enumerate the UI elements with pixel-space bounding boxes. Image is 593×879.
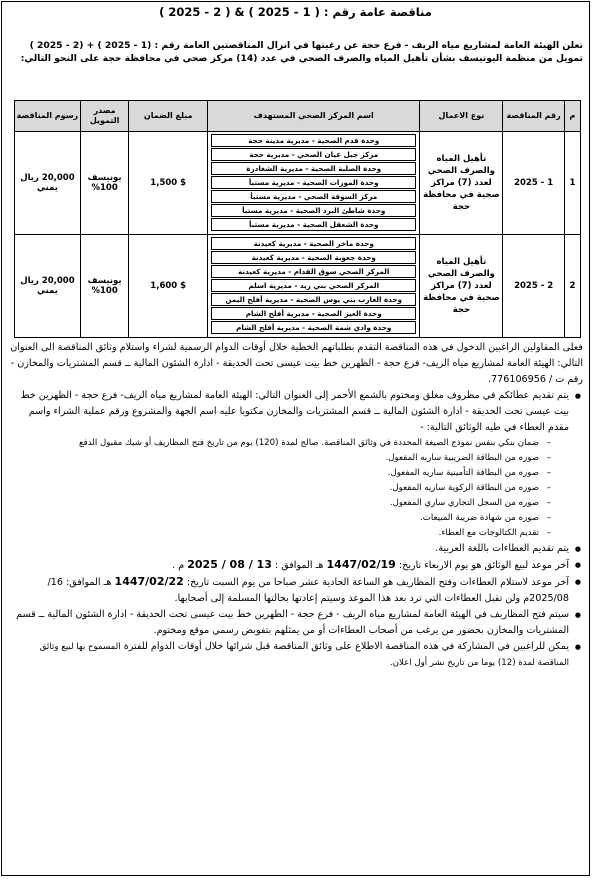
row-fee: 20,000 ريال يمني [15,132,81,235]
row-tender-no: 2 - 2025 [503,235,564,338]
row-num: 2 [564,235,580,338]
review-text: يمكن للراغبين في المشاركة في هذه المناقصة الاطلاع على وثائق المناقصة قبل شرائها خلال أوقات الدوام للفترة [123,641,569,652]
sale-deadline-gregorian: 13 / 08 / 2025 [187,558,272,571]
center-item: مركز السوقة الصحي - مديرية مستبأ [211,190,416,203]
row-guarantee: $ 1,600 [129,235,208,338]
intro-text [8,40,583,65]
review-text-2: المسموح بها لبيع وثائق المناقصة لمدة (12) يوما من تاريخ نشر أول اعلان. [39,642,569,668]
bullet-opening-deadline [8,574,583,607]
header-fee: رسوم المناقصة [15,101,81,132]
sub-item: – صوره من السجل التجاري ساري المفعول. [8,496,583,511]
row-tender-no: 1 - 2025 [503,132,564,235]
center-item: وحدة ماخر الصحية - مديرية كعيدنة [211,237,416,250]
row-funding: يونيسف 100% [80,235,129,338]
center-item: وحدة الصلبة الصحية - مديرية الشغادرة [211,162,416,175]
center-item: وحدة جعوبة الصحية - مديرية كعيدنة [211,251,416,264]
header-work-type: نوع الاعمال [420,101,503,132]
tender-table [14,100,581,338]
sub-item: – صوره من البطاقة الزكوية ساريه المفعول. [8,481,583,496]
intro-line-2: تمويل من منظمة اليونيسف بشأن تأهيل المياه والصرف الصحي في عدد (14) مركز صحي في محافظة حجة على النحو التالي: [20,52,583,64]
title-line: مناقصة عامة رقم : ( 1 - 2025 ) & ( 2 - 2025 ) [159,5,432,19]
bullet-submission: ● يتم تقديم عطائكم في مظروف مغلق ومختوم بالشمع الأحمر إلى العنوان التالي: الهيئة العامة لمشاريع مياه الريف- فرع حجة - الظهرين خط بيت عيسى تحت الحديقة - ادارة الشئون المالية ــ قسم المشتريات والمخازن مكتوبا عليه اسم الجهة والمشروع ورقم عملية الشراء واسم مقدم العطاء في طيه الوثائق التالية: - [8,388,583,436]
sub-item: – صوره من البطاقة الضريبية ساريه المفعول. [8,451,583,466]
sub-item: – تقديم الكتالوجات مع العطاء. [8,526,583,541]
bullet-sale-deadline [8,557,583,574]
center-item: وحدة قدم الصحية - مديرية مدينة حجة [211,134,416,147]
header-num: م [564,101,580,132]
tender-announcement [1,1,590,876]
opening-deadline-text: آخر موعد لاستلام العطاءات وفتح المظاريف هو الساعة الحادية عشر صباحا من يوم السبت تاريخ: [186,577,569,588]
center-item: المركز الصحي بني زيد - مديرية اسلم [211,279,416,292]
sale-deadline-text: آخر موعد لبيع الوثائق هو يوم الاربعاء تاريخ: [398,560,569,571]
center-item: مركز جبل عيان الصحي - مديرية حجة [211,148,416,161]
row-centers [208,235,420,338]
header-guarantee: مبلغ الضمان [129,101,208,132]
table-header-row [15,101,581,132]
header-tender-no: رقم المناقصة [503,101,564,132]
sub-item: – ضمان بنكي بنفس نموذج الصيغة المحددة في وثائق المناقصة. صالح لمدة (120) يوم من تاريخ فتح المظاريف أو شيك مقبول الدفع [8,436,583,451]
header-funding: مصدر التمويل [80,101,129,132]
row-guarantee: $ 1,500 [129,132,208,235]
row-centers [208,132,420,235]
page-title [2,5,589,20]
row-num: 1 [564,132,580,235]
sub-item: – صوره من شهادة ضريبة المبيعات. [8,511,583,526]
bullet-language: ● يتم تقديم العطاءات باللغة العربية. [8,541,583,557]
center-item: وحدة الغارب بني يوس الصحية - مديرية أفلح اليمن [211,293,416,306]
table-row [15,235,581,338]
center-item: وحدة الموزات الصحية - مديرية مستبأ [211,176,416,189]
center-item: وحدة شاطئ البرد الصحية - مديرية مستبأ [211,204,416,217]
sale-deadline-hijri: 1447/02/19 [326,558,396,571]
announcement-body [8,340,583,671]
table-row [15,132,581,235]
intro-line-1: تعلن الهيئة العامة لمشاريع مياه الريف - فرع حجة عن رغبتها في انزال المناقصتين العامة رقم : (1 - 2025 ) + (2 - 2025 ) [29,40,583,51]
center-item: وحدة وادي شمة الصحية - مديرية أفلح الشام [211,321,416,334]
bullet-review [8,639,583,671]
sale-deadline-text-2: هـ الموافق : [274,560,324,571]
center-item: المركز الصحي سوق القدام - مديرية كعيدنة [211,265,416,278]
row-funding: يونيسف 100% [80,132,129,235]
sub-item: – صوره من البطاقة التأمينية ساريه المفعول. [8,466,583,481]
row-work: تأهيل المياه والصرف الصحي لعدد (7) مراكز صحية في محافظة حجة [420,235,503,338]
center-item: وحدة العيز الصحية - مديرية أفلح الشام [211,307,416,320]
header-center-name: اسم المركز الصحي المستهدف [208,101,420,132]
row-fee: 20,000 ريال يمني [15,235,81,338]
center-item: وحدة الشعقل الصحية - مديرية مستبأ [211,218,416,231]
bullet-opening-location: ● سيتم فتح المظاريف في الهيئة العامة لمشاريع مياه الريف - فرع حجة - الظهرين خط بيت عيسى تحت الحديقة - ادارة الشئون المالية ــ قسم المشتريات والمخازن بحضور من يرغب من أصحاب العطاءات أو من يمثلهم بتفويض رسمي موقع ومختوم. [8,607,583,639]
paragraph-intro: فعلى المقاولين الراغبين الدخول في هذه المناقصة التقدم بطلباتهم الخطية خلال أوقات الدوام الرسمية لشراء واستلام وثائق المناقصة الى العنوان التالي: الهيئة العامة لمشاريع مياه الريف- فرع حجة - الظهرين خط بيت عيسى تحت الحديقة - ادارة الشئون المالية ــ قسم المشتريات والمخازن - رقم ت / 776106956. [10,342,583,385]
opening-deadline-hijri: 1447/02/22 [114,575,184,588]
row-work: تأهيل المياه والصرف الصحي لعدد (7) مراكز صحية في محافظة حجة [420,132,503,235]
opening-deadline-text-2: هـ الموافق: 16/ 2025/08م ولن تقبل العطاءات التي ترد بعد هذا الموعد وسيتم إعادتها بحالتها المسلمة إلى أصحابها. [47,577,569,604]
sale-deadline-text-3: م . [172,560,185,571]
